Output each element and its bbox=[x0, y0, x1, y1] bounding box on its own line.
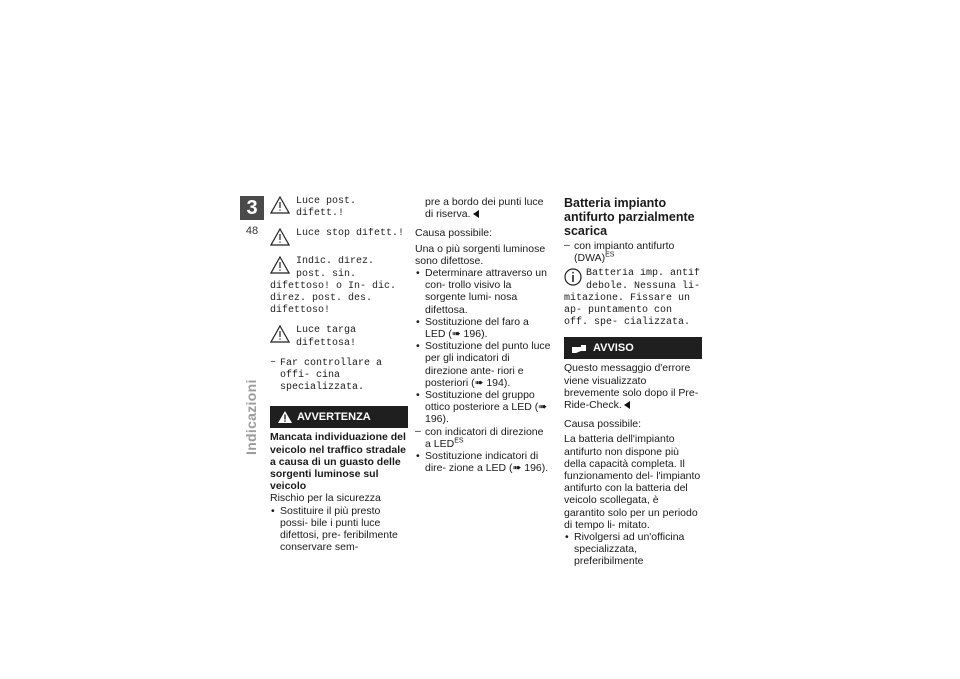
condition-text: con indicatori di direzione a LED bbox=[425, 425, 544, 450]
info-icon bbox=[564, 268, 582, 290]
warning-triangle-icon bbox=[278, 411, 292, 423]
warning-triangle-icon bbox=[270, 196, 290, 214]
message-rear-light bbox=[270, 196, 408, 220]
warning-risk: Rischio per la sicurezza bbox=[270, 492, 381, 505]
end-marker-icon bbox=[624, 401, 630, 409]
message-brake-light bbox=[270, 228, 408, 248]
workshop-instruction: – Far controllare a offi- cina specializzata. bbox=[270, 358, 408, 395]
message-text: Luce targa difettosa! bbox=[296, 325, 357, 349]
warning-title: Mancata individuazione del veicolo nel traffico stradale a causa di un guasto delle sorgenti luminose sul veicolo bbox=[270, 431, 406, 493]
section-title: Batteria impianto antifurto parzialmente scarica bbox=[564, 196, 695, 238]
notice-label: AVVISO bbox=[593, 342, 634, 355]
column-2 bbox=[415, 196, 552, 474]
notice-text bbox=[564, 362, 702, 411]
list-item: • Sostituzione indicatori di dire- zione a LED (➠ 196). bbox=[415, 450, 552, 474]
message-alarm-battery bbox=[564, 268, 702, 329]
warning-label: AVVERTENZA bbox=[297, 411, 371, 424]
notice-text-content: Questo messaggio d'errore viene visualizzato brevemente solo dopo il Pre-Ride-Check. bbox=[564, 362, 699, 412]
hand-notice-icon bbox=[572, 342, 588, 354]
column-1 bbox=[270, 196, 408, 553]
condition-sup: ES bbox=[454, 437, 464, 445]
message-text: Batteria imp. antif debole. Nessuna li- mitazione. Fissare un ap- puntamento con off. spe- cializzata. bbox=[564, 268, 701, 329]
warning-triangle-icon bbox=[270, 256, 290, 274]
message-text: Luce stop difett.! bbox=[296, 228, 405, 240]
condition-dwa bbox=[564, 240, 702, 264]
list-item: • Determinare attraverso un con- trollo visivo la sorgente lumi- nosa difettosa. bbox=[415, 267, 552, 316]
continued-text bbox=[415, 196, 552, 220]
list-item: • Rivolgersi ad un'officina specializzata, preferibilmente bbox=[564, 531, 702, 568]
chapter-number: 3 bbox=[240, 196, 264, 220]
message-plate-light bbox=[270, 325, 408, 349]
list-item: • Sostituzione del punto luce per gli indicatori di direzione ante- riori e posteriori (➠ 194). bbox=[415, 340, 552, 389]
cause-text: Una o più sorgenti luminose sono difettose. bbox=[415, 242, 546, 267]
condition-sup: ES bbox=[605, 251, 615, 259]
condition-text: con impianto antifurto (DWA) bbox=[574, 240, 675, 265]
page-number: 48 bbox=[245, 225, 259, 237]
section-side-label: Indicazioni bbox=[243, 379, 259, 455]
warning-header bbox=[270, 406, 408, 428]
warning-bullet: • Sostituire il più presto possi- bile i punti luce difettosi, pre- feribilmente conservare sem- bbox=[270, 505, 408, 554]
list-item: • Sostituzione del gruppo ottico posteriore a LED (➠ 196). bbox=[415, 389, 552, 426]
end-marker-icon bbox=[473, 210, 479, 218]
column-3 bbox=[564, 196, 702, 568]
cause-label: Causa possibile: bbox=[415, 227, 493, 240]
continued-text-content: pre a bordo dei punti luce di riserva. bbox=[425, 196, 544, 221]
list-item-condition bbox=[415, 426, 552, 450]
warning-triangle-icon bbox=[270, 228, 290, 246]
message-indicator bbox=[270, 256, 408, 317]
notice-header bbox=[564, 337, 702, 359]
warning-triangle-icon bbox=[270, 325, 290, 343]
message-text: Luce post. difett.! bbox=[296, 196, 357, 220]
message-text: Indic. direz. post. sin. difettoso! o In- dic. direz. post. des. difettoso! bbox=[270, 256, 397, 317]
cause-text: La batteria dell'impianto antifurto non dispone più della capacità completa. Il funzionamento del- l'impianto antifurto con la batteria del veicolo scollegata, è garantito solo per un periodo di tempo li- mitato. bbox=[564, 433, 701, 531]
list-item: • Sostituzione del faro a LED (➠ 196). bbox=[415, 316, 552, 340]
cause-label: Causa possibile: bbox=[564, 418, 642, 431]
